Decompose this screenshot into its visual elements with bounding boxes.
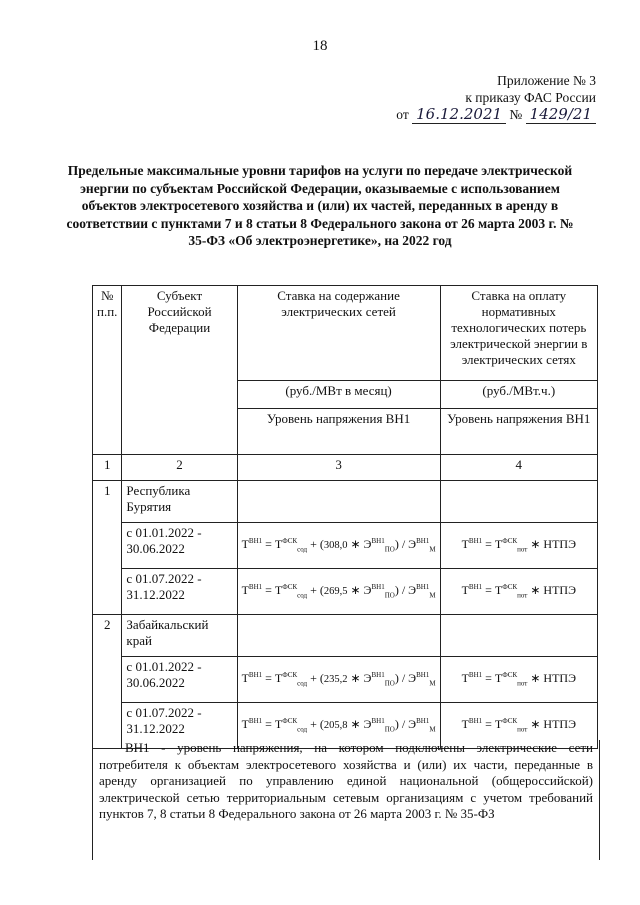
- loss-norm: НТПЭ: [543, 583, 576, 598]
- loss-norm: НТПЭ: [543, 537, 576, 552]
- note-text: ВН1 - уровень напряжения, на котором подключены электрические сети потребителя к объектам электросетевого хозяйства и (или) их части, переданные в аренду организацией по управлению единой национальной (общероссийской) электрической сетью территориальным сетевым организациям с учетом требований пунктов 7, 8 статьи 8 Федерального закона от 26 марта 2003 г. № 35-ФЗ: [99, 740, 593, 821]
- period-label: с 01.01.2022 - 30.06.2022: [122, 657, 237, 703]
- region-name: Республика Бурятия: [122, 481, 237, 523]
- period-label: с 01.07.2022 - 31.12.2022: [122, 569, 237, 615]
- table-note: [92, 740, 600, 860]
- header-row: [93, 286, 598, 381]
- col-number-row: [93, 455, 598, 481]
- number-label: №: [509, 107, 523, 122]
- empty-cell: [440, 615, 597, 657]
- from-label: от: [396, 107, 409, 122]
- header-rate-maint: Ставка на содержание электрических сетей: [237, 286, 440, 381]
- col-number: 4: [440, 455, 597, 481]
- period-row: [93, 657, 598, 703]
- coefficient: 269,5: [323, 586, 348, 598]
- level-maint: Уровень напряжения ВН1: [237, 409, 440, 455]
- appendix-title: Приложение № 3: [497, 73, 596, 88]
- region-num: 2: [93, 615, 122, 749]
- loss-norm: НТПЭ: [543, 717, 576, 732]
- coefficient: 235,2: [323, 674, 348, 686]
- header-num: № п.п.: [93, 286, 122, 455]
- region-name: Забайкальский край: [122, 615, 237, 657]
- col-number: 1: [93, 455, 122, 481]
- formula-loss: $T^{ВН1} = T^{ФСК}_{пот}$ ∗ НТПЭ: [440, 523, 597, 569]
- formula-loss: $T^{ВН1} = T^{ФСК}_{пот}$ ∗ НТПЭ: [440, 569, 597, 615]
- header-rate-loss: Ставка на оплату нормативных технологических потерь электрической энергии в электрических сетях: [440, 286, 597, 381]
- formula-loss: $T^{ВН1} = T^{ФСК}_{пот}$ ∗ НТПЭ: [440, 703, 597, 749]
- appendix-order: к приказу ФАС России: [465, 90, 596, 105]
- tariff-table: [92, 285, 598, 749]
- period-row: [93, 569, 598, 615]
- appendix-date-line: [396, 106, 596, 124]
- col-number: 2: [122, 455, 237, 481]
- coefficient: 308,0: [323, 540, 348, 552]
- handwritten-date: 16.12.2021: [412, 106, 506, 124]
- period-label: с 01.07.2022 - 31.12.2022: [122, 703, 237, 749]
- period-row: [93, 523, 598, 569]
- formula-maint: $T^{ВН1} = T^{ФСК}_{сод} + (269,5$ ∗ $Э^{ВН1}_{ПО}) / Э^{ВН1}_М$: [237, 569, 440, 615]
- empty-cell: [237, 481, 440, 523]
- region-row: [93, 481, 598, 523]
- empty-cell: [440, 481, 597, 523]
- empty-cell: [237, 615, 440, 657]
- loss-norm: НТПЭ: [543, 671, 576, 686]
- appendix-block: [396, 72, 596, 124]
- unit-maint: (руб./МВт в месяц): [237, 381, 440, 409]
- period-label: с 01.01.2022 - 30.06.2022: [122, 523, 237, 569]
- formula-maint: $T^{ВН1} = T^{ФСК}_{сод} + (235,2$ ∗ $Э^{ВН1}_{ПО}) / Э^{ВН1}_М$: [237, 657, 440, 703]
- formula-loss: $T^{ВН1} = T^{ФСК}_{пот}$ ∗ НТПЭ: [440, 657, 597, 703]
- formula-maint: $T^{ВН1} = T^{ФСК}_{сод} + (308,0$ ∗ $Э^{ВН1}_{ПО}) / Э^{ВН1}_М$: [237, 523, 440, 569]
- region-row: [93, 615, 598, 657]
- unit-loss: (руб./МВт.ч.): [440, 381, 597, 409]
- region-num: 1: [93, 481, 122, 615]
- col-number: 3: [237, 455, 440, 481]
- coefficient: 205,8: [323, 720, 348, 732]
- page-number: 18: [312, 38, 328, 54]
- handwritten-number: 1429/21: [526, 106, 596, 124]
- header-subject: Субъект Российской Федерации: [122, 286, 237, 455]
- level-loss: Уровень напряжения ВН1: [440, 409, 597, 455]
- formula-maint: $T^{ВН1} = T^{ФСК}_{сод} + (205,8$ ∗ $Э^{ВН1}_{ПО}) / Э^{ВН1}_М$: [237, 703, 440, 749]
- document-title: Предельные максимальные уровни тарифов на услуги по передаче электрической энергии по субъектам Российской Федерации, оказываемые с использованием объектов электросетевого хозяйства и (или) их частей, переданных в аренду в соответствии с пунктами 7 и 8 статьи 8 Федерального закона от 26 марта 2003 г. № 35-ФЗ «Об электроэнергетике», на 2022 год: [66, 163, 574, 248]
